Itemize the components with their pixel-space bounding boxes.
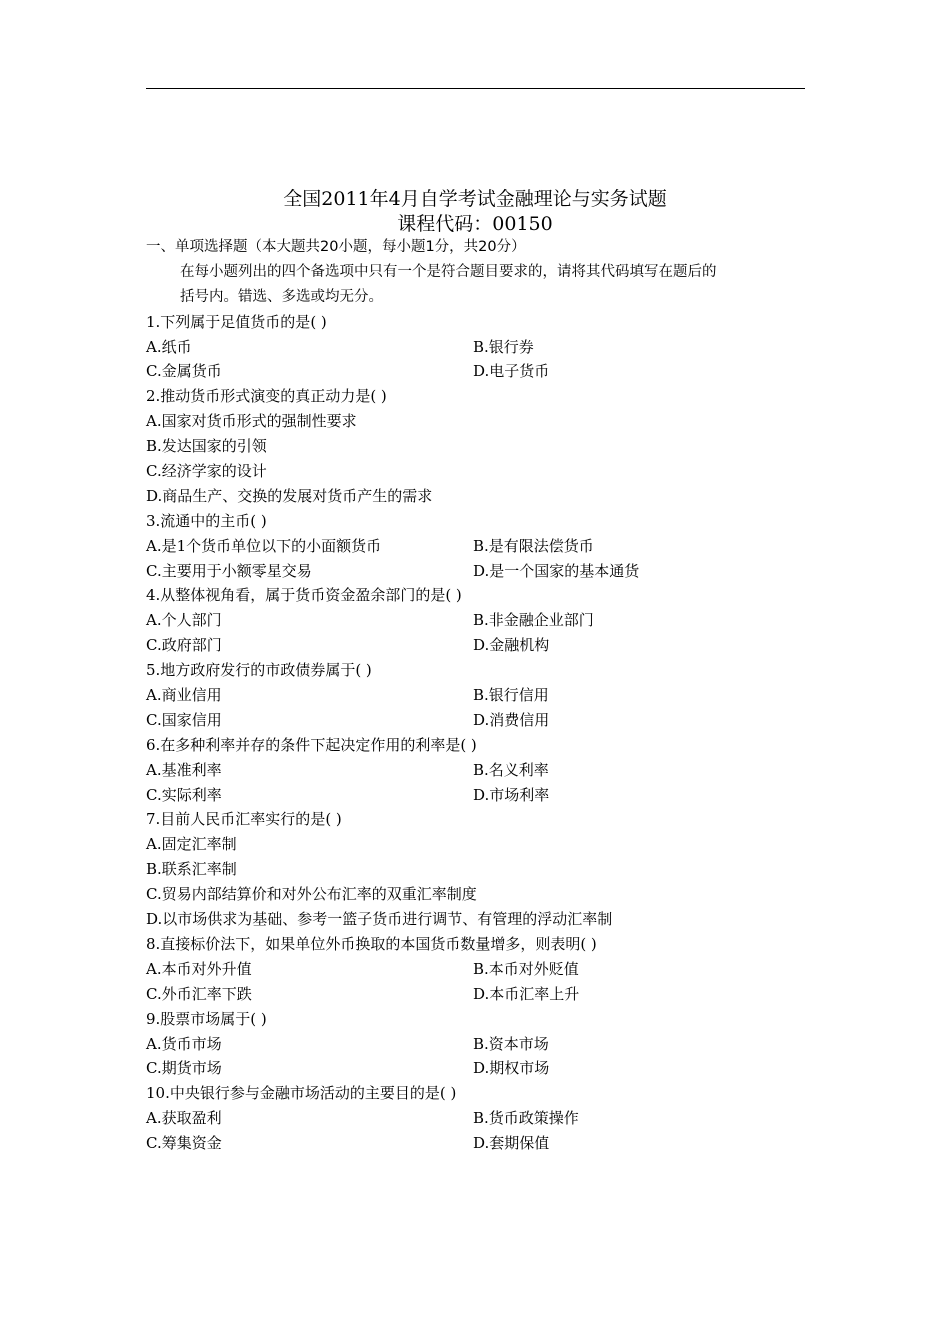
answer-option: B.银行信用: [473, 686, 549, 705]
option-row: [146, 683, 811, 708]
answer-option: B.发达国家的引领: [146, 437, 267, 456]
option-row: [146, 832, 811, 857]
question-stem: 2.推动货币形式演变的真正动力是( ): [146, 387, 387, 406]
answer-option: A.基准利率: [146, 760, 222, 779]
answer-option: D.期权市场: [473, 1059, 550, 1078]
option-row: [146, 1032, 811, 1057]
option-row: [146, 608, 811, 633]
answer-option: D.电子货币: [473, 362, 550, 381]
option-row: [146, 882, 811, 907]
question-section: [146, 235, 811, 1156]
instruction-line-2: 括号内。错选、多选或均无分。: [180, 288, 383, 305]
answer-option: B.名义利率: [473, 760, 549, 779]
option-row: [146, 857, 811, 882]
exam-title: 全国2011年4月自学考试金融理论与实务试题: [283, 188, 667, 210]
answer-option: D.本币汇率上升: [473, 984, 580, 1003]
answer-option: C.政府部门: [146, 636, 222, 655]
answer-option: A.纸币: [146, 337, 192, 356]
answer-option: A.获取盈利: [146, 1109, 222, 1128]
option-row: [146, 957, 811, 982]
answer-option: D.是一个国家的基本通货: [473, 561, 640, 580]
answer-option: C.贸易内部结算价和对外公布汇率的双重汇率制度: [146, 885, 477, 904]
answer-option: D.市场利率: [473, 785, 550, 804]
option-row: [146, 534, 811, 559]
question-stem: 10.中央银行参与金融市场活动的主要目的是( ): [146, 1084, 457, 1103]
answer-option: B.联系汇率制: [146, 860, 237, 879]
answer-option: D.消费信用: [473, 710, 550, 729]
option-row: [146, 434, 811, 459]
answer-option: C.实际利率: [146, 785, 222, 804]
top-rule: [146, 88, 805, 89]
instruction-line-1: 在每小题列出的四个备选项中只有一个是符合题目要求的，请将其代码填写在题后的: [180, 263, 717, 280]
option-row: [146, 484, 811, 509]
option-row: [146, 409, 811, 434]
option-row: [146, 783, 811, 808]
option-row: [146, 1106, 811, 1131]
answer-option: B.银行券: [473, 337, 534, 356]
answer-option: B.本币对外贬值: [473, 959, 579, 978]
answer-option: A.个人部门: [146, 611, 222, 630]
answer-option: D.以市场供求为基础、参考一篮子货币进行调节、有管理的浮动汇率制: [146, 910, 613, 929]
answer-option: C.期货市场: [146, 1059, 222, 1078]
answer-option: A.是1个货币单位以下的小面额货币: [146, 536, 382, 555]
answer-option: A.国家对货币形式的强制性要求: [146, 412, 357, 431]
answer-option: B.资本市场: [473, 1034, 549, 1053]
answer-option: C.外币汇率下跌: [146, 984, 252, 1003]
option-row: [146, 359, 811, 384]
question-stem: 6.在多种利率并存的条件下起决定作用的利率是( ): [146, 735, 477, 754]
answer-option: B.非金融企业部门: [473, 611, 594, 630]
answer-option: A.商业信用: [146, 686, 222, 705]
answer-option: C.经济学家的设计: [146, 462, 267, 481]
answer-option: D.套期保值: [473, 1134, 550, 1153]
option-row: [146, 459, 811, 484]
question-stem: 8.直接标价法下，如果单位外币换取的本国货币数量增多，则表明( ): [146, 934, 597, 953]
section-heading: 一、单项选择题（本大题共20小题，每小题1分，共20分）: [146, 239, 526, 255]
answer-option: B.是有限法偿货币: [473, 536, 594, 555]
option-row: [146, 758, 811, 783]
answer-option: D.金融机构: [473, 636, 550, 655]
option-row: [146, 982, 811, 1007]
answer-option: C.筹集资金: [146, 1134, 222, 1153]
option-row: [146, 708, 811, 733]
question-stem: 4.从整体视角看，属于货币资金盈余部门的是( ): [146, 586, 462, 605]
answer-option: C.主要用于小额零星交易: [146, 561, 312, 580]
course-code: 课程代码：00150: [397, 213, 553, 235]
question-stem: 1.下列属于足值货币的是( ): [146, 312, 327, 331]
question-stem: 7.目前人民币汇率实行的是( ): [146, 810, 342, 829]
option-row: [146, 559, 811, 584]
option-row: [146, 335, 811, 360]
answer-option: C.国家信用: [146, 710, 222, 729]
answer-option: D.商品生产、交换的发展对货币产生的需求: [146, 486, 433, 505]
option-row: [146, 1056, 811, 1081]
option-row: [146, 907, 811, 932]
answer-option: C.金属货币: [146, 362, 222, 381]
question-stem: 5.地方政府发行的市政债券属于( ): [146, 661, 372, 680]
option-row: [146, 1131, 811, 1156]
question-stem: 9.股票市场属于( ): [146, 1009, 267, 1028]
question-list: [146, 310, 811, 1156]
option-row: [146, 633, 811, 658]
answer-option: A.本币对外升值: [146, 959, 252, 978]
answer-option: A.固定汇率制: [146, 835, 237, 854]
answer-option: A.货币市场: [146, 1034, 222, 1053]
answer-option: B.货币政策操作: [473, 1109, 579, 1128]
question-stem: 3.流通中的主币( ): [146, 511, 267, 530]
